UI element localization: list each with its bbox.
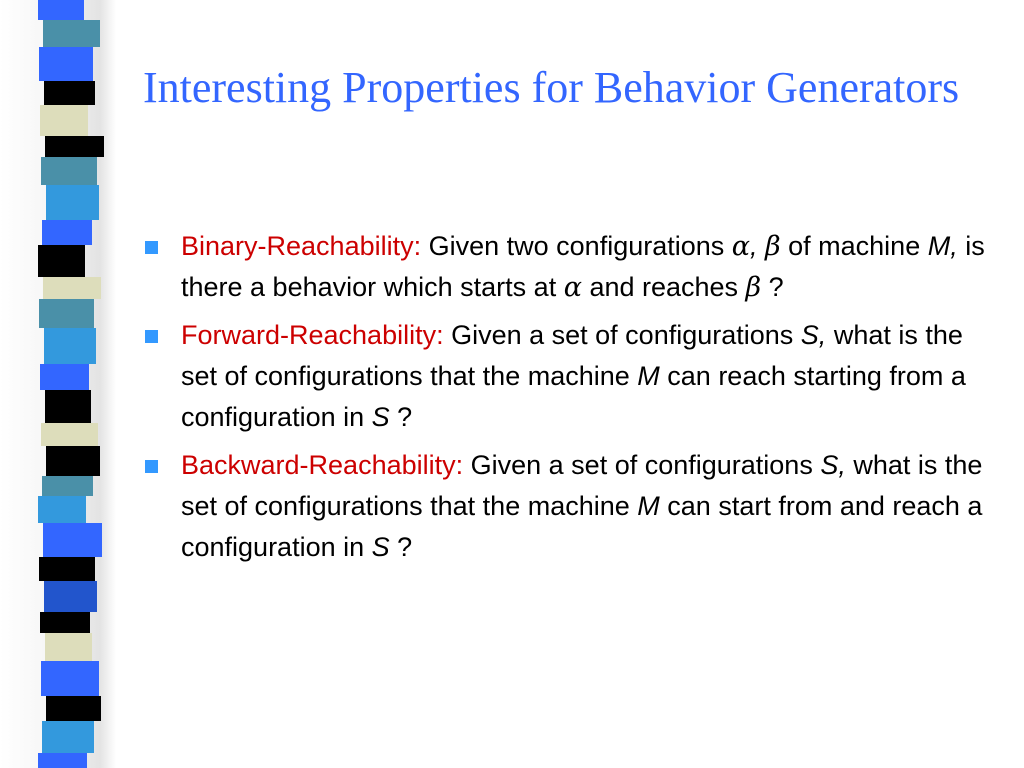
stripe-block (43, 523, 102, 557)
stripe-block (46, 185, 99, 220)
bullet-text: ? (761, 272, 784, 302)
bullet-text: can reach starting from a configuration in (181, 361, 966, 432)
bullet-item-forward-reachability (145, 315, 995, 438)
stripe-block (39, 557, 95, 581)
stripe-block (46, 696, 101, 721)
stripe-block (39, 299, 94, 328)
bullet-text: what is the set of configurations that the machine (181, 320, 963, 391)
beta-symbol: β (765, 231, 781, 262)
stripe-block (38, 496, 86, 523)
bullet-term: Forward-Reachability: (181, 320, 444, 350)
stripe-block (44, 328, 96, 364)
stripe-block (41, 157, 97, 185)
stripe-block (44, 81, 95, 105)
stripe-block (45, 136, 104, 157)
stripe-block (42, 476, 93, 496)
stripe-block (40, 105, 88, 136)
slide-title: Interesting Properties for Behavior Generators (143, 63, 960, 112)
machine-symbol: M (637, 491, 660, 521)
comma: , (750, 231, 766, 261)
set-symbol: S (371, 402, 390, 432)
stripe-block (43, 20, 100, 47)
machine-symbol: M, (927, 231, 958, 261)
stripe-block (41, 661, 99, 696)
bullet-text: is there a behavior which starts at (181, 231, 985, 302)
alpha-symbol: α (731, 231, 751, 262)
bullet-text: of machine (780, 231, 928, 261)
stripe-block (38, 753, 87, 768)
bullet-term: Binary-Reachability: (181, 231, 422, 261)
beta-symbol: β (745, 272, 762, 303)
machine-symbol: M (637, 361, 660, 391)
stripe-block (44, 581, 97, 612)
stripe-block (38, 0, 84, 20)
stripe-block (42, 220, 92, 245)
alpha-symbol: α (563, 272, 582, 303)
bullet-text: and reaches (581, 272, 746, 302)
bullet-text: Given two configurations (421, 231, 732, 261)
square-bullet-icon (145, 241, 158, 254)
stripe-block (39, 47, 93, 81)
stripe-block (43, 277, 101, 299)
bullet-text: Given a set of configurations (443, 320, 801, 350)
stripe-block (45, 390, 91, 423)
bullet-text: Given a set of configurations (463, 450, 821, 480)
set-symbol: S, (820, 450, 846, 480)
set-symbol: S, (800, 320, 827, 350)
bullet-term: Backward-Reachability: (181, 450, 464, 480)
bullet-text: can start from and reach a configuration in (181, 491, 983, 562)
stripe-block (45, 633, 92, 661)
stripe-block (40, 612, 90, 633)
bullet-item-backward-reachability (145, 445, 995, 568)
stripe-block (41, 423, 98, 446)
stripe-block (38, 245, 85, 277)
bullet-item-binary-reachability (145, 226, 995, 308)
square-bullet-icon (145, 460, 158, 473)
bullet-list (145, 226, 995, 575)
decorative-stripe (0, 0, 116, 768)
bullet-text: what is the set of configurations that the machine (181, 450, 983, 521)
bullet-text: ? (389, 402, 413, 432)
square-bullet-icon (145, 330, 158, 343)
stripe-block (46, 446, 100, 476)
stripe-block (42, 721, 94, 753)
set-symbol: S (371, 532, 390, 562)
stripe-block (40, 364, 89, 390)
bullet-text: ? (389, 532, 413, 562)
